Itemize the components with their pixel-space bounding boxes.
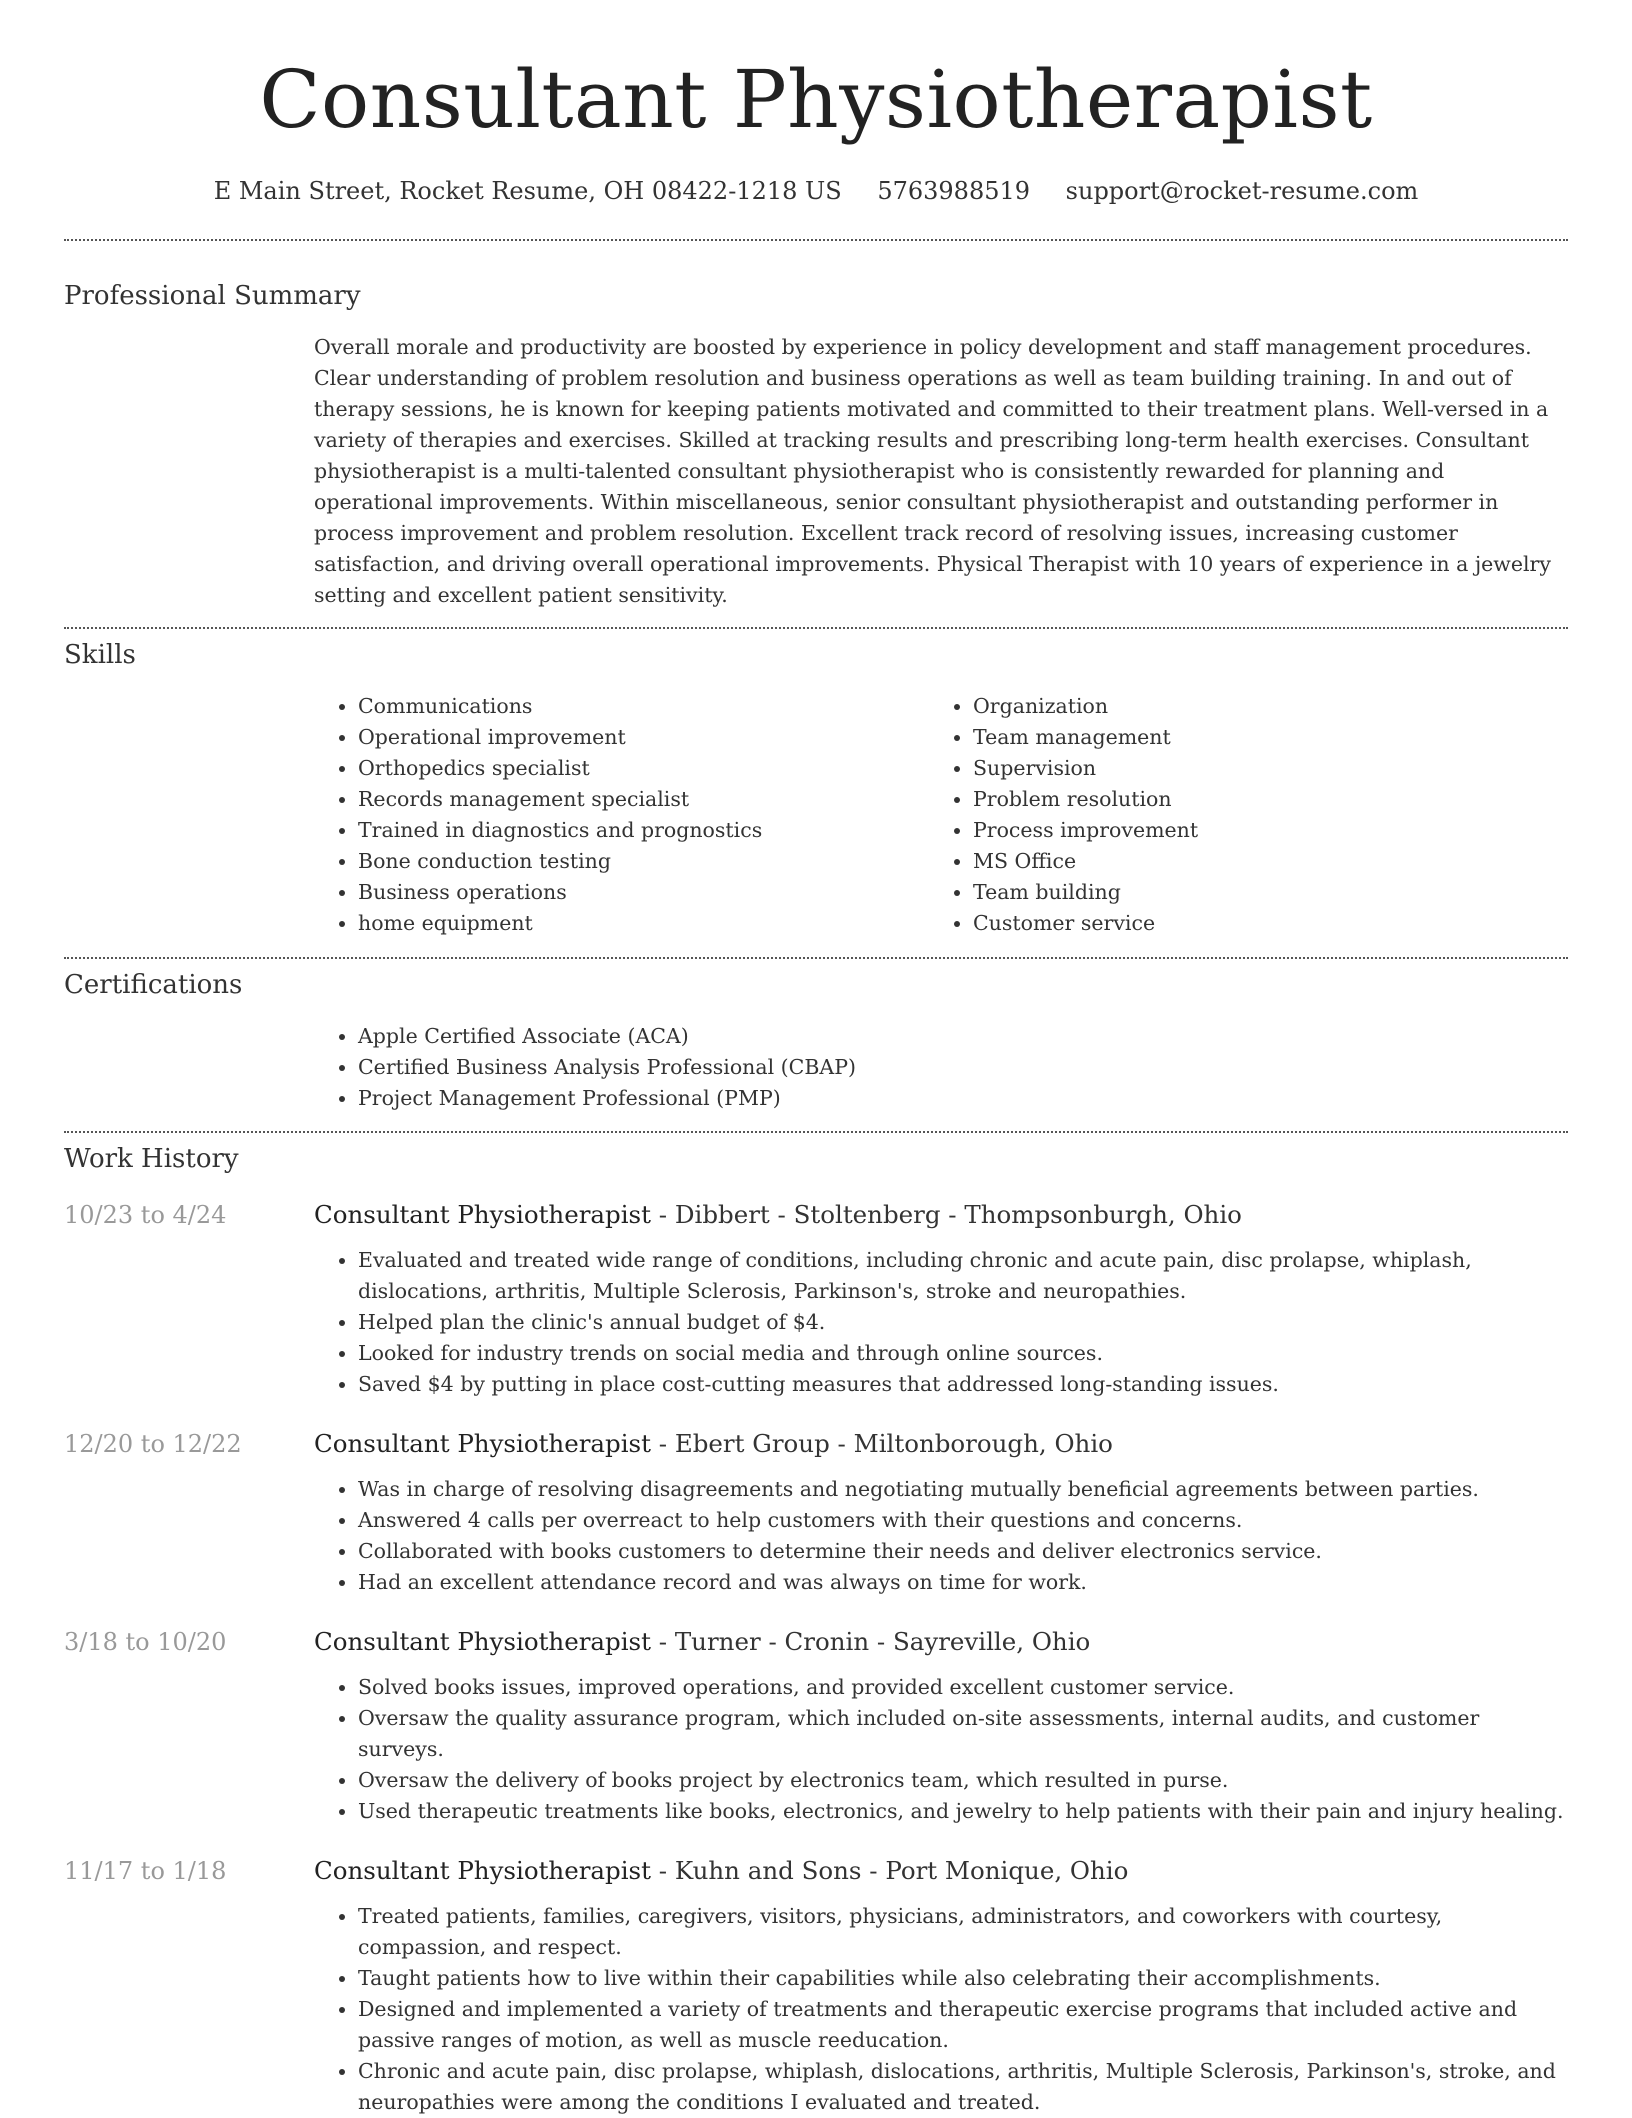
skills-column-right (929, 691, 1544, 939)
contact-line (64, 176, 1568, 206)
skill-item: • Supervision (973, 753, 1544, 784)
job-bullet: • Designed and implemented a variety of treatments and therapeutic exercise programs that included active and passive ranges of motion, as well as muscle reeducation. (358, 1994, 1568, 2056)
job-bullet: • Had an excellent attendance record and was always on time for work. (358, 1567, 1568, 1598)
job-bullet: • Was in charge of resolving disagreements and negotiating mutually beneficial agreements between parties. (358, 1474, 1568, 1505)
summary-text: Overall morale and productivity are boosted by experience in policy development and staff management procedures. Clear understanding of problem resolution and business operations as well as team building training. In and out of therapy sessions, he is known for keeping patients motivated and committed to their treatment plans. Well-versed in a variety of therapies and exercises. Skilled at tracking results and prescribing long-term health exercises. Consultant physiotherapist is a multi-talented consultant physiotherapist who is consistently rewarded for planning and operational improvements. Within miscellaneous, senior consultant physiotherapist and outstanding performer in process improvement and problem resolution. Excellent track record of resolving issues, increasing customer satisfaction, and driving overall operational improvements. Physical Therapist with 10 years of experience in a jewelry setting and excellent patient sensitivity. (314, 335, 1551, 607)
job-company: Dibbert - Stoltenberg - Thompsonburgh, Ohio (674, 1200, 1242, 1229)
contact-phone: 5763988519 (877, 177, 1031, 205)
skill-item: • Orthopedics specialist (358, 753, 929, 784)
contact-email: support@rocket-resume.com (1065, 177, 1419, 205)
job-dates: 12/20 to 12/22 (64, 1430, 242, 1458)
skill-item: • MS Office (973, 846, 1544, 877)
certifications-title: Certifications (64, 970, 243, 1000)
job-bullet: • Evaluated and treated wide range of conditions, including chronic and acute pain, disc prolapse, whiplash, dislocations, arthritis, Multiple Sclerosis, Parkinson's, stroke and neuropathies. (358, 1245, 1568, 1307)
skill-item: • Records management specialist (358, 784, 929, 815)
certification-item: • Project Management Professional (PMP) (358, 1083, 1568, 1114)
job-company: Turner - Cronin - Sayreville, Ohio (674, 1627, 1091, 1656)
skills-column-left (314, 691, 929, 939)
job-bullet: • Used therapeutic treatments like books, electronics, and jewelry to help patients with their pain and injury healing. (358, 1796, 1568, 1827)
certification-item: • Certified Business Analysis Professional (CBAP) (358, 1052, 1568, 1083)
skill-item: • Process improvement (973, 815, 1544, 846)
job-heading: Consultant Physiotherapist - Kuhn and Sons - Port Monique, Ohio (314, 1856, 1129, 1885)
job-heading: Consultant Physiotherapist - Turner - Cronin - Sayreville, Ohio (314, 1627, 1091, 1656)
job-bullet: • Collaborated with books customers to determine their needs and deliver electronics service. (358, 1536, 1568, 1567)
skills-title: Skills (64, 640, 136, 670)
skill-item: • Problem resolution (973, 784, 1544, 815)
job-entry (64, 1855, 1568, 2118)
job-role: Consultant Physiotherapist (314, 1627, 651, 1656)
job-bullet: • Treated patients, families, caregivers, visitors, physicians, administrators, and coworkers with courtesy, compassion, and respect. (358, 1901, 1568, 1963)
skill-item: • Customer service (973, 908, 1544, 939)
summary-section (64, 241, 1568, 611)
job-dates: 10/23 to 4/24 (64, 1201, 227, 1229)
candidate-name: Consultant Physiotherapist (259, 53, 1373, 146)
skill-item: • Team building (973, 877, 1544, 908)
job-bullet: • Answered 4 calls per overreact to help customers with their questions and concerns. (358, 1505, 1568, 1536)
job-dates: 11/17 to 1/18 (64, 1857, 227, 1885)
job-bullet: • Chronic and acute pain, disc prolapse, whiplash, dislocations, arthritis, Multiple Sclerosis, Parkinson's, stroke, and neuropathies were among the conditions I evaluated and treated. (358, 2056, 1568, 2118)
resume-header (64, 0, 1568, 206)
contact-address: E Main Street, Rocket Resume, OH 08422-1218 US (213, 177, 842, 205)
skill-item: • Bone conduction testing (358, 846, 929, 877)
skills-section (64, 629, 1568, 939)
job-role: Consultant Physiotherapist (314, 1200, 651, 1229)
job-entry (64, 1199, 1568, 1400)
job-bullet: • Oversaw the quality assurance program, which included on-site assessments, internal audits, and customer surveys. (358, 1703, 1568, 1765)
skill-item: • home equipment (358, 908, 929, 939)
certifications-section (64, 959, 1568, 1114)
job-bullet: • Saved $4 by putting in place cost-cutting measures that addressed long-standing issues. (358, 1369, 1568, 1400)
skill-item: • Operational improvement (358, 722, 929, 753)
job-bullet: • Taught patients how to live within their capabilities while also celebrating their accomplishments. (358, 1963, 1568, 1994)
summary-title: Professional Summary (64, 281, 361, 311)
job-bullet: • Looked for industry trends on social media and through online sources. (358, 1338, 1568, 1369)
job-dates: 3/18 to 10/20 (64, 1628, 227, 1656)
resume-page (64, 0, 1568, 2118)
job-heading: Consultant Physiotherapist - Ebert Group - Miltonborough, Ohio (314, 1429, 1113, 1458)
job-bullet: • Solved books issues, improved operations, and provided excellent customer service. (358, 1672, 1568, 1703)
job-company: Kuhn and Sons - Port Monique, Ohio (674, 1856, 1129, 1885)
job-heading: Consultant Physiotherapist - Dibbert - Stoltenberg - Thompsonburgh, Ohio (314, 1200, 1242, 1229)
skill-item: • Communications (358, 691, 929, 722)
job-entry (64, 1626, 1568, 1827)
skill-item: • Team management (973, 722, 1544, 753)
job-bullet: • Oversaw the delivery of books project by electronics team, which resulted in purse. (358, 1765, 1568, 1796)
skill-item: • Organization (973, 691, 1544, 722)
job-bullet: • Helped plan the clinic's annual budget of $4. (358, 1307, 1568, 1338)
job-entry (64, 1428, 1568, 1598)
certification-item: • Apple Certified Associate (ACA) (358, 1021, 1568, 1052)
skill-item: • Trained in diagnostics and prognostics (358, 815, 929, 846)
skill-item: • Business operations (358, 877, 929, 908)
job-role: Consultant Physiotherapist (314, 1429, 651, 1458)
work-history-title: Work History (64, 1144, 239, 1174)
work-history-section (64, 1133, 1568, 2118)
job-company: Ebert Group - Miltonborough, Ohio (674, 1429, 1113, 1458)
job-role: Consultant Physiotherapist (314, 1856, 651, 1885)
